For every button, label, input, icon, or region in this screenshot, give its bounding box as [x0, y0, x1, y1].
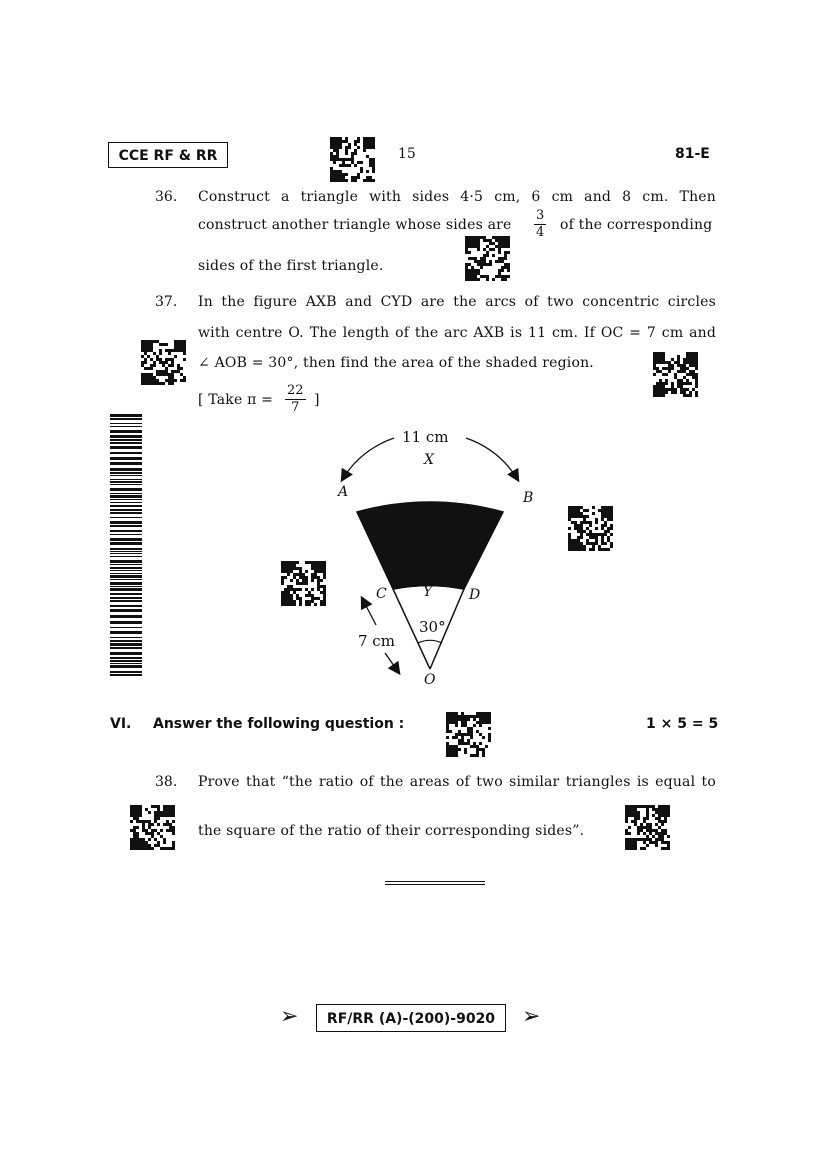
arrow-bullet-icon: ➢ [522, 1004, 541, 1029]
question-text-line: ∠ AOB = 30°, then find the area of the shaded region. [198, 355, 594, 371]
fraction-denominator: 4 [536, 225, 545, 240]
point-d-label: D [469, 587, 481, 603]
point-o-label: O [424, 672, 436, 688]
arrow-bullet-icon: ➢ [280, 1004, 299, 1029]
shaded-region [357, 502, 503, 589]
end-rule [385, 884, 485, 885]
question-text-line: with centre O. The length of the arc AXB is 11 cm. If OC = 7 cm and [198, 325, 716, 341]
point-c-label: C [376, 586, 387, 602]
arc-length-arrow-left [342, 438, 394, 480]
angle-arc [418, 640, 442, 643]
qr-code-icon [625, 805, 670, 850]
point-b-label: B [523, 490, 534, 506]
section-title: Answer the following question : [153, 716, 405, 732]
question-text-line: construct another triangle whose sides are [198, 217, 512, 233]
footer-code-box: RF/RR (A)-(200)-9020 [316, 1004, 506, 1032]
question-text-line: Prove that “the ratio of the areas of two similar triangles is equal to [198, 774, 716, 790]
arc-length-arrow-right [466, 438, 518, 480]
radius-arrow-down [385, 653, 399, 673]
pi-value-suffix: ] [314, 392, 320, 408]
question-text-line: Construct a triangle with sides 4·5 cm, 6 cm and 8 cm. Then [198, 189, 716, 205]
qr-code-icon [130, 805, 175, 850]
question-text-line: In the figure AXB and CYD are the arcs of two concentric circles [198, 294, 716, 310]
question-text-line: of the corresponding [560, 217, 713, 233]
paper-code-box: CCE RF & RR [108, 142, 228, 168]
question-number: 37. [155, 294, 178, 310]
subject-code: 81-E [675, 146, 710, 162]
angle-label: 30° [419, 618, 446, 636]
arc-length-label: 11 cm [402, 428, 449, 446]
point-x-label: X [424, 452, 434, 468]
end-rule [385, 881, 485, 882]
point-y-label: Y [423, 584, 433, 600]
fraction-numerator: 22 [287, 383, 304, 398]
pi-value-prefix: [ Take π = [198, 392, 274, 408]
question-text-line: sides of the first triangle. [198, 258, 384, 274]
radius-arrow-up [362, 598, 376, 625]
section-number: VI. [110, 716, 132, 732]
radius-label: 7 cm [358, 632, 395, 650]
point-a-label: A [338, 484, 349, 500]
section-marks: 1 × 5 = 5 [646, 716, 719, 732]
page-number: 15 [398, 146, 416, 162]
fraction-numerator: 3 [536, 208, 545, 223]
question-number: 36. [155, 189, 178, 205]
question-number: 38. [155, 774, 178, 790]
fraction-denominator: 7 [291, 400, 300, 415]
question-text-line: the square of the ratio of their corresponding sides”. [198, 823, 585, 839]
